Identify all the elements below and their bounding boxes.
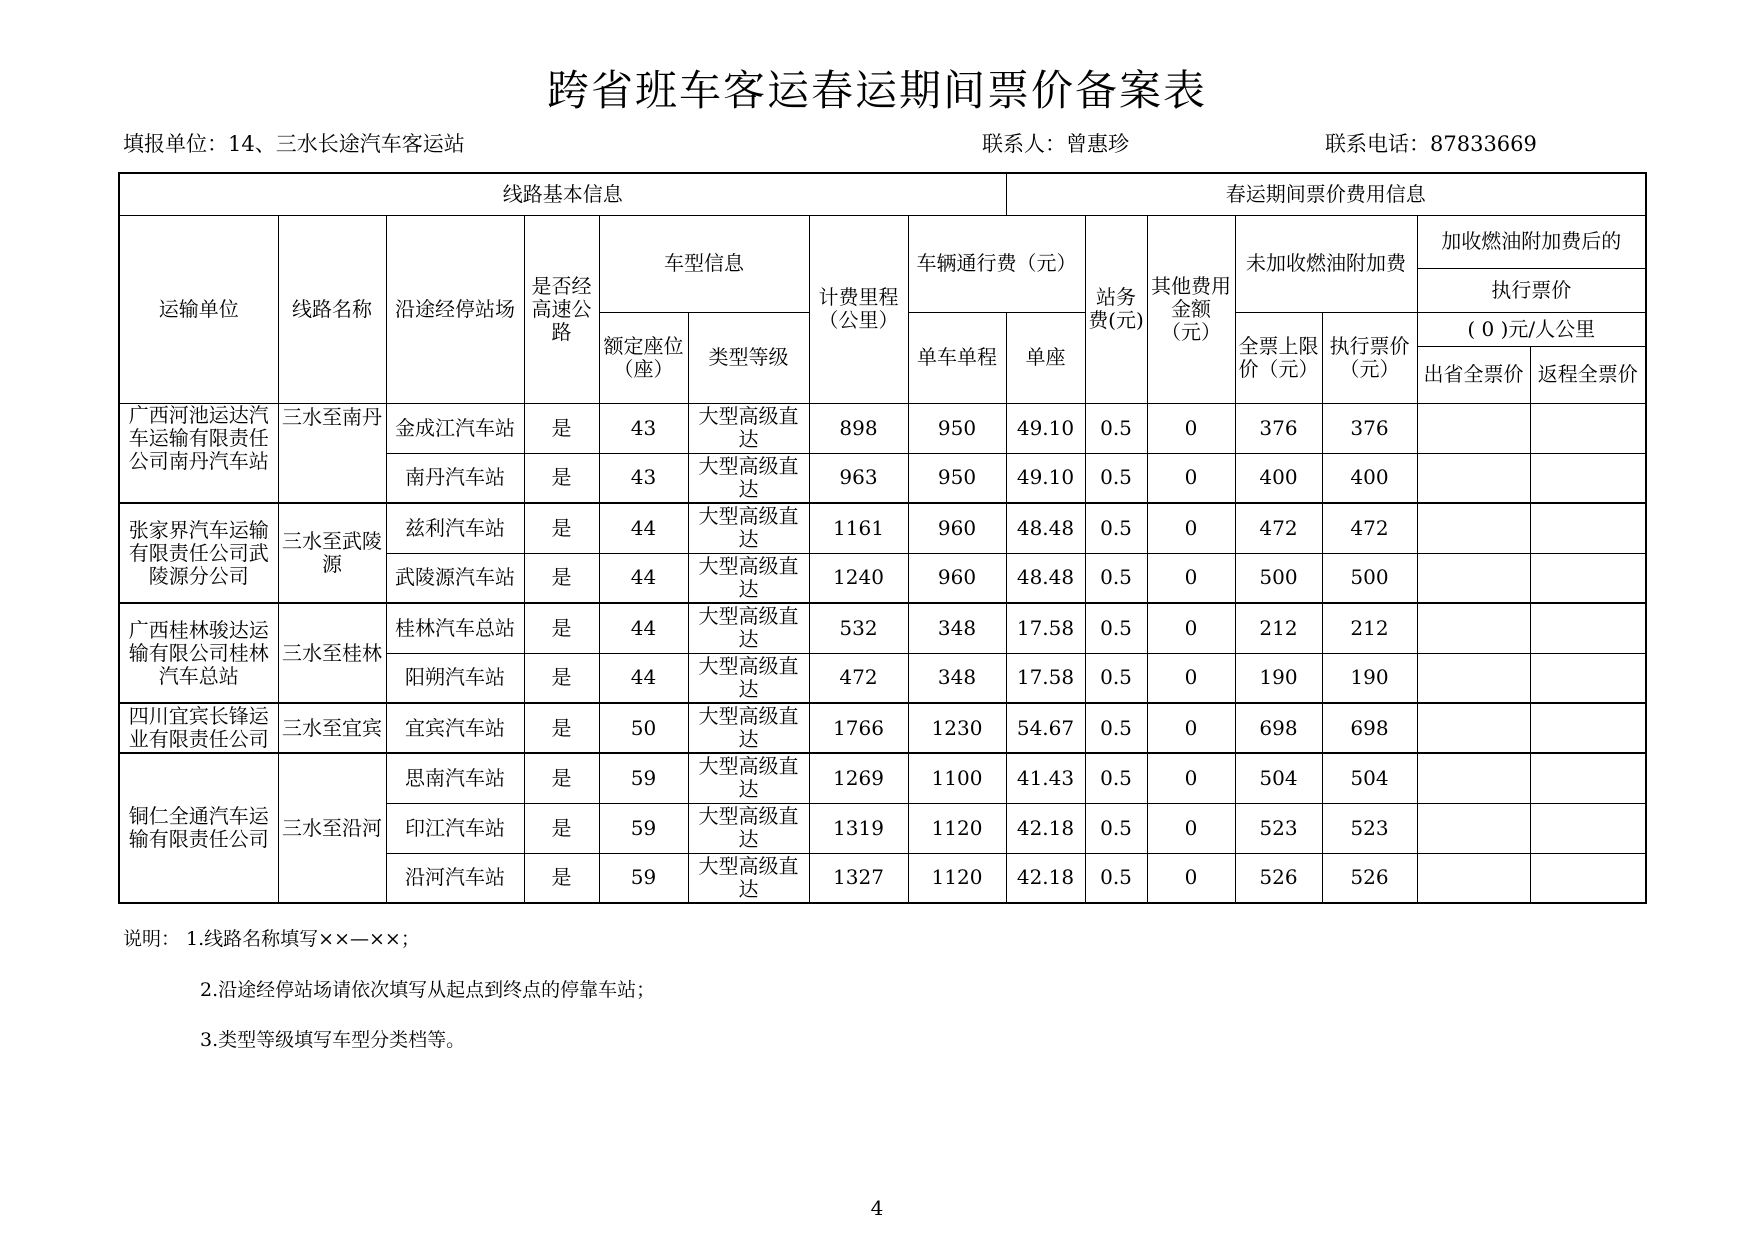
distance-cell: 1766 (809, 703, 908, 753)
class-cell: 大型高级直达 (688, 603, 809, 653)
reporting-unit: 填报单位：14、三水长途汽车客运站 (123, 132, 465, 156)
cap-price-cell: 400 (1235, 453, 1322, 503)
header-highway: 是否经高速公路 (524, 215, 599, 403)
out-price-cell (1417, 803, 1530, 853)
company-cell: 张家界汽车运输有限责任公司武陵源分公司 (119, 503, 278, 603)
exec-price-cell: 523 (1322, 803, 1417, 853)
class-cell: 大型高级直达 (688, 803, 809, 853)
cap-price-cell: 472 (1235, 503, 1322, 553)
out-price-cell (1417, 753, 1530, 803)
other-fee-cell: 0 (1147, 703, 1235, 753)
header-stops: 沿途经停站场 (386, 215, 524, 403)
other-fee-cell: 0 (1147, 753, 1235, 803)
distance-cell: 1269 (809, 753, 908, 803)
header-with-fuel-exec: 执行票价 (1417, 268, 1646, 312)
note-1: 说明： 1.线路名称填写××—××； (123, 928, 420, 950)
company-cell: 广西桂林骏达运输有限公司桂林汽车总站 (119, 603, 278, 703)
out-price-cell (1417, 503, 1530, 553)
out-price-cell (1417, 653, 1530, 703)
stop-cell: 桂林汽车总站 (386, 603, 524, 653)
other-fee-cell: 0 (1147, 603, 1235, 653)
out-price-cell (1417, 403, 1530, 453)
highway-cell: 是 (524, 603, 599, 653)
seat-toll-cell: 54.67 (1006, 703, 1085, 753)
stop-cell: 思南汽车站 (386, 753, 524, 803)
other-fee-cell: 0 (1147, 503, 1235, 553)
class-cell: 大型高级直达 (688, 753, 809, 803)
seat-toll-cell: 17.58 (1006, 653, 1085, 703)
group-header-fee-info: 春运期间票价费用信息 (1006, 173, 1646, 215)
distance-cell: 532 (809, 603, 908, 653)
header-station-fee: 站务费(元) (1085, 215, 1147, 403)
seats-cell: 59 (599, 853, 688, 903)
seats-cell: 50 (599, 703, 688, 753)
seats-cell: 59 (599, 803, 688, 853)
station-fee-cell: 0.5 (1085, 603, 1147, 653)
toll-cell: 1120 (908, 803, 1006, 853)
class-cell: 大型高级直达 (688, 453, 809, 503)
seat-toll-cell: 42.18 (1006, 803, 1085, 853)
distance-cell: 898 (809, 403, 908, 453)
other-fee-cell: 0 (1147, 853, 1235, 903)
header-rate: ( 0 )元/人公里 (1417, 312, 1646, 346)
return-price-cell (1530, 803, 1646, 853)
return-price-cell (1530, 753, 1646, 803)
station-fee-cell: 0.5 (1085, 853, 1147, 903)
route-cell: 三水至桂林 (278, 603, 386, 703)
stop-cell: 武陵源汽车站 (386, 553, 524, 603)
station-fee-cell: 0.5 (1085, 753, 1147, 803)
station-fee-cell: 0.5 (1085, 703, 1147, 753)
cap-price-cell: 212 (1235, 603, 1322, 653)
header-company: 运输单位 (119, 215, 278, 403)
cap-price-cell: 523 (1235, 803, 1322, 853)
seats-cell: 43 (599, 403, 688, 453)
table-row (119, 753, 1646, 803)
exec-price-cell: 472 (1322, 503, 1417, 553)
distance-cell: 1327 (809, 853, 908, 903)
seat-toll-cell: 48.48 (1006, 553, 1085, 603)
toll-cell: 950 (908, 453, 1006, 503)
seat-toll-cell: 17.58 (1006, 603, 1085, 653)
return-price-cell (1530, 553, 1646, 603)
stop-cell: 阳朔汽车站 (386, 653, 524, 703)
header-vehicle-info: 车型信息 (599, 215, 809, 312)
table-row (119, 703, 1646, 753)
fare-table (118, 172, 1647, 904)
page-number: 4 (870, 1196, 884, 1220)
header-with-fuel-surcharge: 加收燃油附加费后的 (1417, 215, 1646, 268)
stop-cell: 宜宾汽车站 (386, 703, 524, 753)
class-cell: 大型高级直达 (688, 403, 809, 453)
exec-price-cell: 190 (1322, 653, 1417, 703)
header-return-price: 返程全票价 (1530, 346, 1646, 403)
contact-person: 联系人：曾惠珍 (982, 132, 1129, 156)
seats-cell: 43 (599, 453, 688, 503)
header-distance: 计费里程（公里） (809, 215, 908, 403)
station-fee-cell: 0.5 (1085, 653, 1147, 703)
table-row (119, 403, 1646, 453)
route-cell: 三水至沿河 (278, 753, 386, 903)
highway-cell: 是 (524, 703, 599, 753)
cap-price-cell: 698 (1235, 703, 1322, 753)
seats-cell: 44 (599, 603, 688, 653)
header-toll-seat: 单座 (1006, 312, 1085, 403)
seat-toll-cell: 48.48 (1006, 503, 1085, 553)
highway-cell: 是 (524, 453, 599, 503)
cap-price-cell: 504 (1235, 753, 1322, 803)
seat-toll-cell: 49.10 (1006, 403, 1085, 453)
highway-cell: 是 (524, 753, 599, 803)
company-cell: 四川宜宾长锋运业有限责任公司 (119, 703, 278, 753)
class-cell: 大型高级直达 (688, 703, 809, 753)
highway-cell: 是 (524, 553, 599, 603)
highway-cell: 是 (524, 503, 599, 553)
return-price-cell (1530, 653, 1646, 703)
header-no-fuel-surcharge: 未加收燃油附加费 (1235, 215, 1417, 312)
class-cell: 大型高级直达 (688, 653, 809, 703)
header-other-fee: 其他费用金额（元） (1147, 215, 1235, 403)
company-cell: 广西河池运达汽车运输有限责任公司南丹汽车站 (119, 403, 278, 503)
exec-price-cell: 376 (1322, 403, 1417, 453)
stop-cell: 兹利汽车站 (386, 503, 524, 553)
header-class: 类型等级 (688, 312, 809, 403)
station-fee-cell: 0.5 (1085, 553, 1147, 603)
distance-cell: 1319 (809, 803, 908, 853)
station-fee-cell: 0.5 (1085, 803, 1147, 853)
route-cell: 三水至南丹 (278, 403, 386, 503)
exec-price-cell: 500 (1322, 553, 1417, 603)
note-3: 3.类型等级填写车型分类档等。 (200, 1029, 466, 1051)
out-price-cell (1417, 703, 1530, 753)
other-fee-cell: 0 (1147, 403, 1235, 453)
header-cap-price: 全票上限价（元） (1235, 312, 1322, 403)
other-fee-cell: 0 (1147, 553, 1235, 603)
distance-cell: 472 (809, 653, 908, 703)
class-cell: 大型高级直达 (688, 553, 809, 603)
other-fee-cell: 0 (1147, 803, 1235, 853)
return-price-cell (1530, 453, 1646, 503)
route-cell: 三水至武陵源 (278, 503, 386, 603)
return-price-cell (1530, 503, 1646, 553)
header-toll: 车辆通行费（元） (908, 215, 1085, 312)
cap-price-cell: 526 (1235, 853, 1322, 903)
highway-cell: 是 (524, 853, 599, 903)
distance-cell: 1240 (809, 553, 908, 603)
out-price-cell (1417, 453, 1530, 503)
seats-cell: 59 (599, 753, 688, 803)
company-cell: 铜仁全通汽车运输有限责任公司 (119, 753, 278, 903)
toll-cell: 1120 (908, 853, 1006, 903)
header-seats: 额定座位（座） (599, 312, 688, 403)
other-fee-cell: 0 (1147, 653, 1235, 703)
exec-price-cell: 400 (1322, 453, 1417, 503)
stop-cell: 印江汽车站 (386, 803, 524, 853)
cap-price-cell: 190 (1235, 653, 1322, 703)
class-cell: 大型高级直达 (688, 853, 809, 903)
station-fee-cell: 0.5 (1085, 503, 1147, 553)
toll-cell: 1100 (908, 753, 1006, 803)
stop-cell: 金成江汽车站 (386, 403, 524, 453)
station-fee-cell: 0.5 (1085, 403, 1147, 453)
seats-cell: 44 (599, 653, 688, 703)
return-price-cell (1530, 853, 1646, 903)
contact-phone: 联系电话：87833669 (1325, 132, 1537, 156)
out-price-cell (1417, 603, 1530, 653)
group-header-route-info: 线路基本信息 (119, 173, 1006, 215)
toll-cell: 960 (908, 503, 1006, 553)
toll-cell: 348 (908, 603, 1006, 653)
exec-price-cell: 698 (1322, 703, 1417, 753)
highway-cell: 是 (524, 653, 599, 703)
note-2: 2.沿途经停站场请依次填写从起点到终点的停靠车站； (200, 979, 656, 1001)
return-price-cell (1530, 703, 1646, 753)
stop-cell: 南丹汽车站 (386, 453, 524, 503)
header-toll-single: 单车单程 (908, 312, 1006, 403)
highway-cell: 是 (524, 803, 599, 853)
stop-cell: 沿河汽车站 (386, 853, 524, 903)
route-cell: 三水至宜宾 (278, 703, 386, 753)
header-exec-price: 执行票价（元） (1322, 312, 1417, 403)
seat-toll-cell: 41.43 (1006, 753, 1085, 803)
out-price-cell (1417, 553, 1530, 603)
header-out-province-price: 出省全票价 (1417, 346, 1530, 403)
seats-cell: 44 (599, 553, 688, 603)
station-fee-cell: 0.5 (1085, 453, 1147, 503)
toll-cell: 348 (908, 653, 1006, 703)
toll-cell: 950 (908, 403, 1006, 453)
toll-cell: 1230 (908, 703, 1006, 753)
exec-price-cell: 212 (1322, 603, 1417, 653)
seats-cell: 44 (599, 503, 688, 553)
other-fee-cell: 0 (1147, 453, 1235, 503)
class-cell: 大型高级直达 (688, 503, 809, 553)
table-row (119, 503, 1646, 553)
toll-cell: 960 (908, 553, 1006, 603)
distance-cell: 1161 (809, 503, 908, 553)
highway-cell: 是 (524, 403, 599, 453)
return-price-cell (1530, 603, 1646, 653)
seat-toll-cell: 42.18 (1006, 853, 1085, 903)
seat-toll-cell: 49.10 (1006, 453, 1085, 503)
page-title: 跨省班车客运春运期间票价备案表 (546, 66, 1207, 115)
table-row (119, 603, 1646, 653)
exec-price-cell: 504 (1322, 753, 1417, 803)
cap-price-cell: 500 (1235, 553, 1322, 603)
distance-cell: 963 (809, 453, 908, 503)
exec-price-cell: 526 (1322, 853, 1417, 903)
header-route: 线路名称 (278, 215, 386, 403)
return-price-cell (1530, 403, 1646, 453)
cap-price-cell: 376 (1235, 403, 1322, 453)
out-price-cell (1417, 853, 1530, 903)
